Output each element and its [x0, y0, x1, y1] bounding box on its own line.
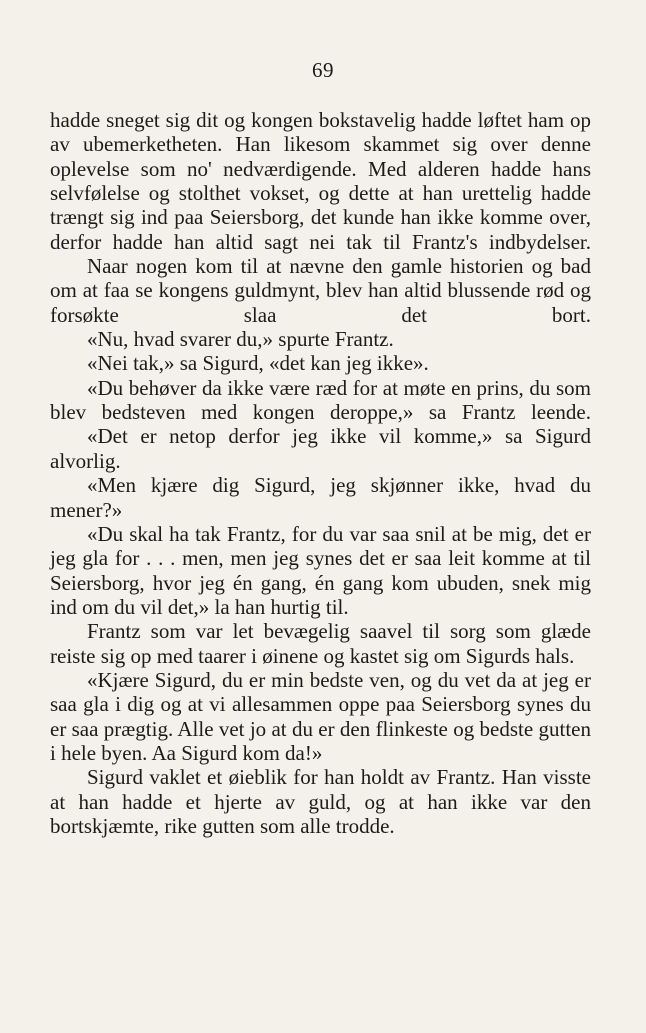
paragraph-5: «Du behøver da ikke være ræd for at møte en prins, du som blev bedsteven med kongen deroppe,» sa Frantz leende.	[50, 375, 591, 425]
paragraph-9: Frantz som var let bevægelig saavel til sorg som glæde reiste sig op med taarer i øinene og kastet sig om Sigurds hals.	[50, 619, 591, 668]
paragraph-11: Sigurd vaklet et øieblik for han holdt av Frantz. Han visste at han hadde et hjerte av guld, og at han ikke var den bortskjæmte, rike gutten som alle trodde.	[50, 765, 591, 838]
paragraph-4: «Nei tak,» sa Sigurd, «det kan jeg ikke».	[87, 351, 429, 376]
paragraph-2: Naar nogen kom til at nævne den gamle historien og bad om at faa se kongens guldmynt, blev han altid blussende rød og forsøkte slaa det bort.	[50, 254, 591, 327]
paragraph-6: «Det er netop derfor jeg ikke vil komme,» sa Sigurd alvorlig.	[50, 424, 591, 473]
paragraph-7: «Men kjære dig Sigurd, jeg skjønner ikke, hvad du mener?»	[50, 473, 591, 522]
paragraph-10: «Kjære Sigurd, du er min bedste ven, og du vet da at jeg er saa gla i dig og at vi allesammen oppe paa Seiersborg synes du er saa prægtig. Alle vet jo at du er den flinkeste og bedste gutten i hele byen. Aa Sigurd kom da!»	[50, 667, 591, 765]
text-body	[50, 108, 591, 838]
page-number: 69	[312, 58, 334, 82]
paragraph-1: hadde sneget sig dit og kongen bokstavelig hadde løftet ham op av ubemerketheten. Han likesom skammet sig over denne oplevelse som no' nedværdigende. Med alderen hadde hans selvfølelse og stolthet vokset, og dette at han urettelig hadde trængt sig ind paa Seiersborg, det kunde han ikke komme over, derfor hadde han altid sagt nei tak til Frantz's indbydelser.	[50, 108, 591, 254]
paragraph-8: «Du skal ha tak Frantz, for du var saa snil at be mig, det er jeg gla for . . . men, men jeg synes det er saa leit komme at til Seiersborg, hvor jeg én gang, én gang kom ubuden, snek mig ind om du vil det,» la han hurtig til.	[50, 521, 591, 619]
paragraph-3: «Nu, hvad svarer du,» spurte Frantz.	[87, 327, 394, 352]
